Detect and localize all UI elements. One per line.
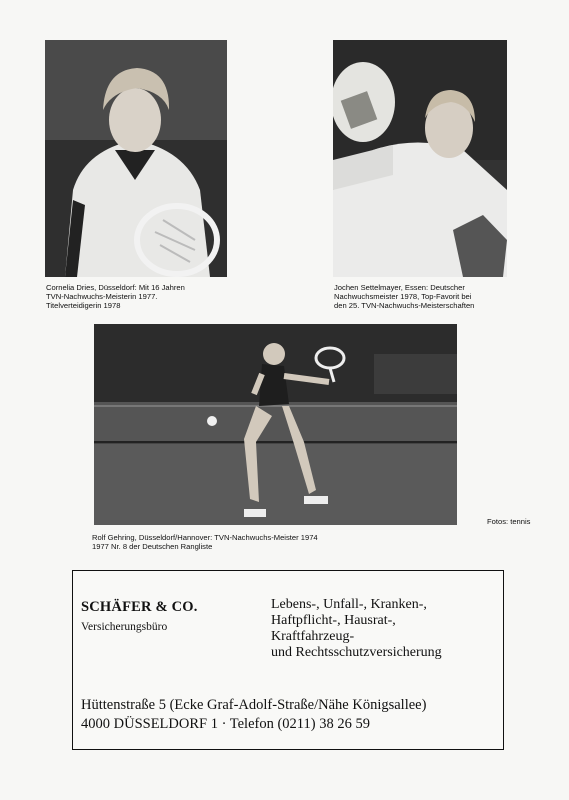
photo-credit: Fotos: tennis — [487, 517, 531, 526]
firm-name: SCHÄFER & CO. — [81, 599, 198, 615]
insurance-line: Lebens-, Unfall-, Kranken-, — [271, 597, 427, 612]
caption-line: TVN-Nachwuchs-Meisterin 1977. — [46, 292, 158, 301]
insurance-line: Kraftfahrzeug- — [271, 629, 355, 644]
advertisement-box — [72, 570, 504, 750]
insurance-line: und Rechtsschutzversicherung — [271, 645, 442, 660]
address-block — [81, 696, 426, 734]
photo-cornelia-dries — [45, 40, 227, 277]
address-line: 4000 DÜSSELDORF 1 · Telefon (0211) 38 26 59 — [81, 716, 370, 732]
firm-type: Versicherungsbüro — [81, 621, 168, 633]
caption-line: den 25. TVN-Nachwuchs-Meisterschaften — [334, 301, 475, 310]
caption-line: 1977 Nr. 8 der Deutschen Rangliste — [92, 542, 213, 551]
caption-cornelia-dries — [46, 283, 185, 310]
caption-rolf-gehring — [92, 533, 318, 551]
caption-jochen-settelmayer — [334, 283, 474, 310]
photo-rolf-gehring — [94, 324, 457, 525]
caption-line: Cornelia Dries, Düsseldorf: Mit 16 Jahren — [46, 283, 185, 292]
caption-line: Nachwuchsmeister 1978, Top-Favorit bei — [334, 292, 472, 301]
caption-line: Titelverteidigerin 1978 — [46, 301, 121, 310]
insurance-line: Haftpflicht-, Hausrat-, — [271, 613, 396, 628]
insurance-list — [271, 597, 442, 661]
caption-line: Rolf Gehring, Düsseldorf/Hannover: TVN-Nachwuchs-Meister 1974 — [92, 533, 318, 542]
address-line: Hüttenstraße 5 (Ecke Graf-Adolf-Straße/Nähe Königsallee) — [81, 697, 427, 713]
caption-line: Jochen Settelmayer, Essen: Deutscher — [334, 283, 465, 292]
photo-jochen-settelmayer — [333, 40, 507, 277]
